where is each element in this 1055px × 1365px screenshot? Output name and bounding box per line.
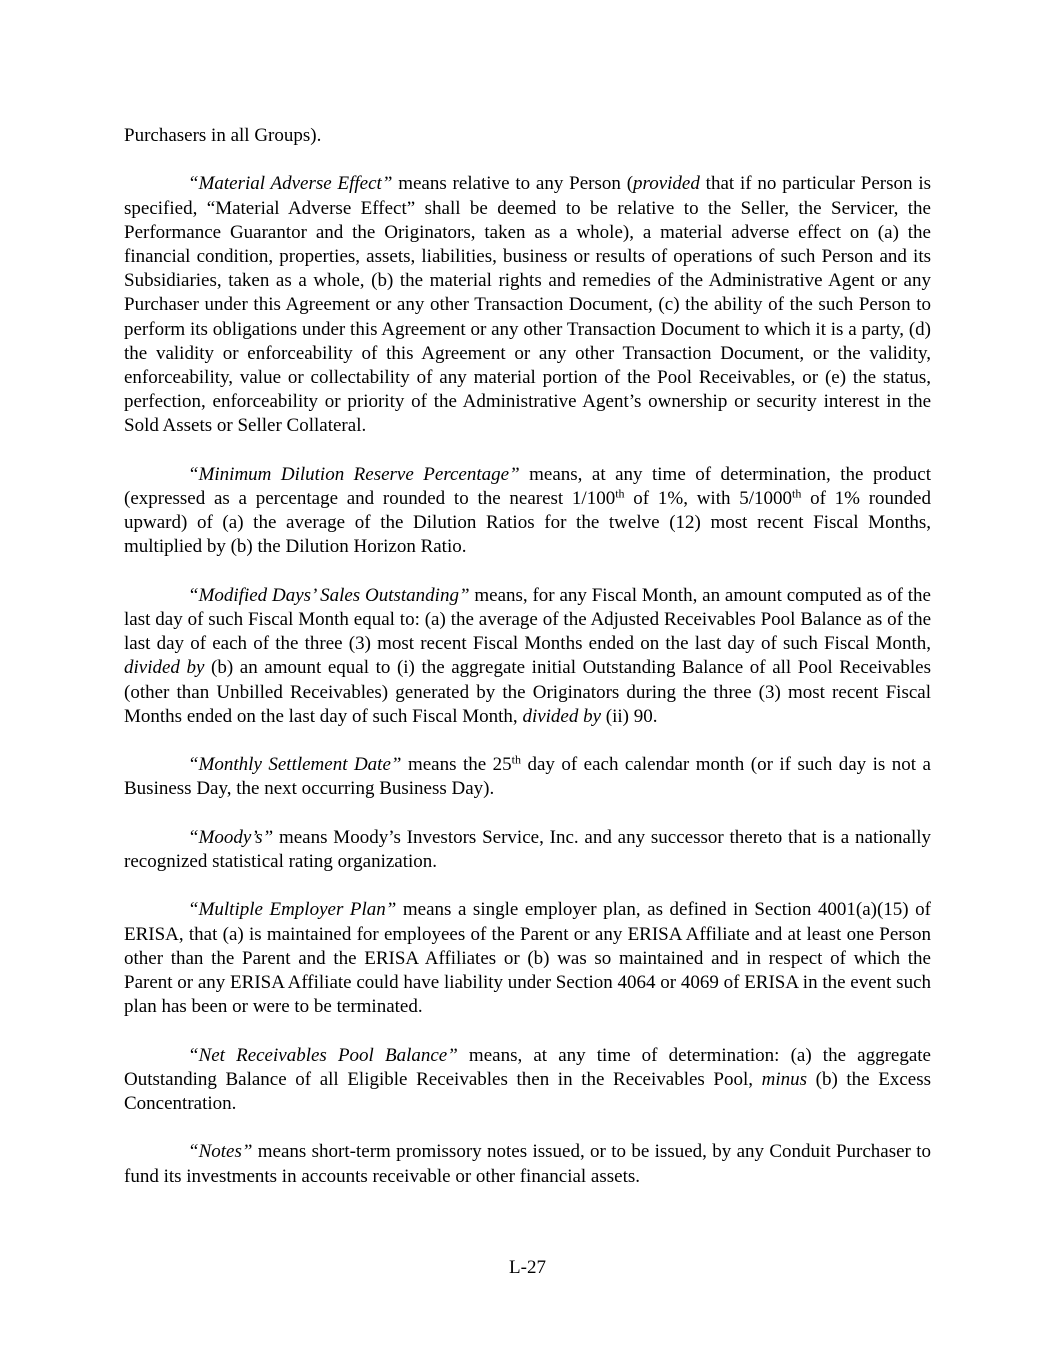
definition-moodys: “Moody’s” means Moody’s Investors Service, Inc. and any successor thereto that is a nationally recognized statistical rating organization.: [124, 826, 931, 873]
definition-net-receivables-pool-balance: “Net Receivables Pool Balance” means, at any time of determination: (a) the aggregate Outstanding Balance of all Eligible Receivables then in the Receivables Pool, minus (b) the Excess Concentration.: [124, 1044, 931, 1115]
defined-term: “Material Adverse Effect”: [188, 173, 393, 195]
defined-term: “Multiple Employer Plan”: [188, 899, 397, 921]
defined-term: “Modified Days’ Sales Outstanding”: [188, 584, 470, 606]
defined-term: “Moody’s”: [188, 826, 274, 848]
defined-term: “Net Receivables Pool Balance”: [188, 1044, 458, 1066]
document-body: [124, 124, 931, 1213]
continuation-paragraph: Purchasers in all Groups).: [124, 125, 322, 146]
definition-notes: “Notes” means short-term promissory notes issued, or to be issued, by any Conduit Purchaser to fund its investments in accounts receivable or other financial assets.: [124, 1141, 931, 1187]
definition-minimum-dilution-reserve-percentage: “Minimum Dilution Reserve Percentage” means, at any time of determination, the product (expressed as a percentage and rounded to the nearest 1/100th of 1%, with 5/1000th of 1% rounded upward) of (a) the average of the Dilution Ratios for the twelve (12) most recent Fiscal Months, multiplied by (b) the Dilution Horizon Ratio.: [124, 463, 931, 558]
definition-modified-days-sales-outstanding: “Modified Days’ Sales Outstanding” means, for any Fiscal Month, an amount computed as of the last day of such Fiscal Month equal to: (a) the average of the Adjusted Receivables Pool Balance as of the last day of each of the three (3) most recent Fiscal Months ended on the last day of such Fiscal Month, divided by (b) an amount equal to (i) the aggregate initial Outstanding Balance of all Pool Receivables (other than Unbilled Receivables) generated by the Originators during the three (3) most recent Fiscal Months ended on the last day of such Fiscal Month, divided by (ii) 90.: [124, 584, 932, 727]
defined-term: “Notes”: [188, 1141, 253, 1163]
definition-material-adverse-effect: “Material Adverse Effect” means relative to any Person (provided that if no particular Person is specified, “Material Adverse Effect” shall be deemed to be relative to the Seller, the Servicer, the Performance Guarantor and the Originators, taken as a whole), a material adverse effect on (a) the financial condition, properties, assets, liabilities, business or results of operations of such Person and its Subsidiaries, taken as a whole, (b) the material rights and remedies of the Administrative Agent or any Purchaser under this Agreement or any other Transaction Document, (c) the ability of the such Person to perform its obligations under this Agreement or any other Transaction Document to which it is a party, (d) the validity or enforceability of this Agreement or any other Transaction Document, or the validity, enforceability, value or collectability of any material portion of the Pool Receivables, or (e) the status, perfection, enforceability or priority of the Administrative Agent’s ownership or security interest in the Sold Assets or Seller Collateral.: [124, 173, 932, 437]
definition-monthly-settlement-date: “Monthly Settlement Date” means the 25th day of each calendar month (or if such day is not a Business Day, the next occurring Business Day).: [124, 752, 931, 800]
defined-term: “Monthly Settlement Date”: [188, 754, 402, 776]
defined-term: “Minimum Dilution Reserve Percentage”: [188, 463, 520, 485]
definition-multiple-employer-plan: “Multiple Employer Plan” means a single employer plan, as defined in Section 4001(a)(15) of ERISA, that (a) is maintained for employees of the Parent or any ERISA Affiliate and at least one Person other than the Parent and the ERISA Affiliates or (b) was so maintained and in respect of which the Parent or any ERISA Affiliate could have liability under Section 4064 or 4069 of ERISA in the event such plan has been or were to be terminated.: [124, 899, 932, 1018]
page-number: L-27: [509, 1257, 546, 1278]
